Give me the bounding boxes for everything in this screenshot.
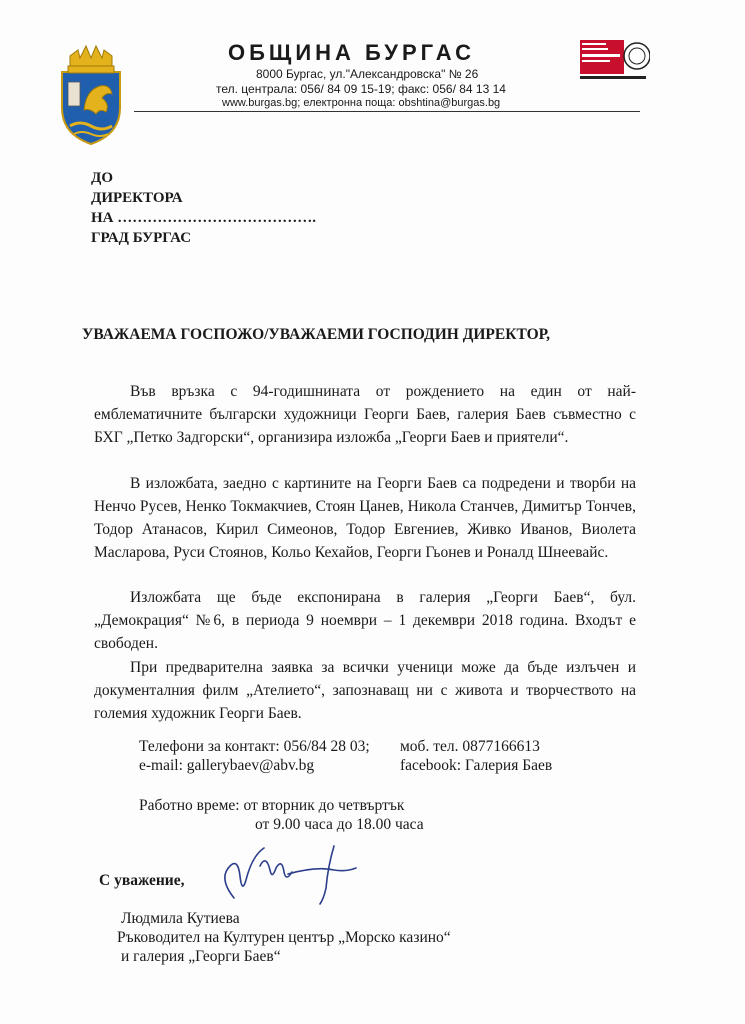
working-hours-days: Работно време: от вторник до четвъртък bbox=[139, 797, 405, 814]
working-hours-time: от 9.00 часа до 18.00 часа bbox=[255, 816, 424, 833]
recipient-line-1: ДО bbox=[91, 170, 113, 186]
contact-email: e-mail: gallerybaev@abv.bg bbox=[139, 757, 315, 774]
recipient-line-2: ДИРЕКТОРА bbox=[91, 190, 183, 206]
certification-logo bbox=[580, 40, 650, 80]
contact-facebook: facebook: Галерия Баев bbox=[400, 757, 553, 774]
salutation: УВАЖАЕМА ГОСПОЖО/УВАЖАЕМИ ГОСПОДИН ДИРЕКТОР, bbox=[82, 326, 551, 343]
signer-title-line-1: Ръководител на Културен център „Морско казино“ bbox=[117, 929, 451, 946]
contact-mobile: моб. тел. 0877166613 bbox=[400, 738, 540, 755]
signer-title-line-2: и галерия „Георги Баев“ bbox=[121, 948, 281, 965]
contact-phones: Телефони за контакт: 056/84 28 03; bbox=[139, 738, 370, 755]
closing: С уважение, bbox=[99, 872, 185, 889]
header-phones: тел. централа: 056/ 84 09 15-19; факс: 056/ 84 13 14 bbox=[216, 82, 506, 96]
handwritten-signature bbox=[216, 836, 362, 906]
header-web-email: www.burgas.bg; електронна поща: obshtina@burgas.bg bbox=[222, 97, 501, 109]
recipient-line-4: ГРАД БУРГАС bbox=[91, 230, 192, 246]
body-paragraph-3: Изложбата ще бъде експонирана в галерия „Георги Баев“, бул. „Демокрация“ №6, в периода 9 ноември – 1 декември 2018 година. Входът е свободен. bbox=[94, 589, 636, 652]
body-paragraph-4: При предварителна заявка за всички ученици може да бъде излъчен и документалния филм „Ателието“, запознаващ ни с живота и творчеството на големия художник Георги Баев. bbox=[94, 659, 636, 722]
body-paragraph-1: Във връзка с 94-годишнината от рождението на един от най-емблематичните български художници Георги Баев, галерия Баев съвместно с БХГ „Петко Задгорски“, организира изложба „Георги Баев и приятели“. bbox=[94, 383, 636, 446]
body-paragraph-2: В изложбата, заедно с картините на Георги Баев са подредени и творби на Ненчо Русев, Ненко Токмакчиев, Стоян Цанев, Никола Станчев, Димитър Тончев, Тодор Атанасов, Кирил Симеонов, Тодор Евгениев, Живко Иванов, Виолета Масларова, Руси Стоянов, Кольо Кехайов, Георги Гьонев и Роналд Шнеевайс. bbox=[94, 475, 636, 561]
header-divider bbox=[134, 111, 640, 112]
recipient-line-3: НА …………………………………. bbox=[91, 210, 316, 226]
header-address: 8000 Бургас, ул."Александровска" № 26 bbox=[256, 67, 479, 81]
signer-name: Людмила Кутиева bbox=[121, 910, 240, 927]
organization-name: ОБЩИНА БУРГАС bbox=[228, 40, 475, 65]
burgas-coat-of-arms-logo bbox=[56, 38, 126, 146]
